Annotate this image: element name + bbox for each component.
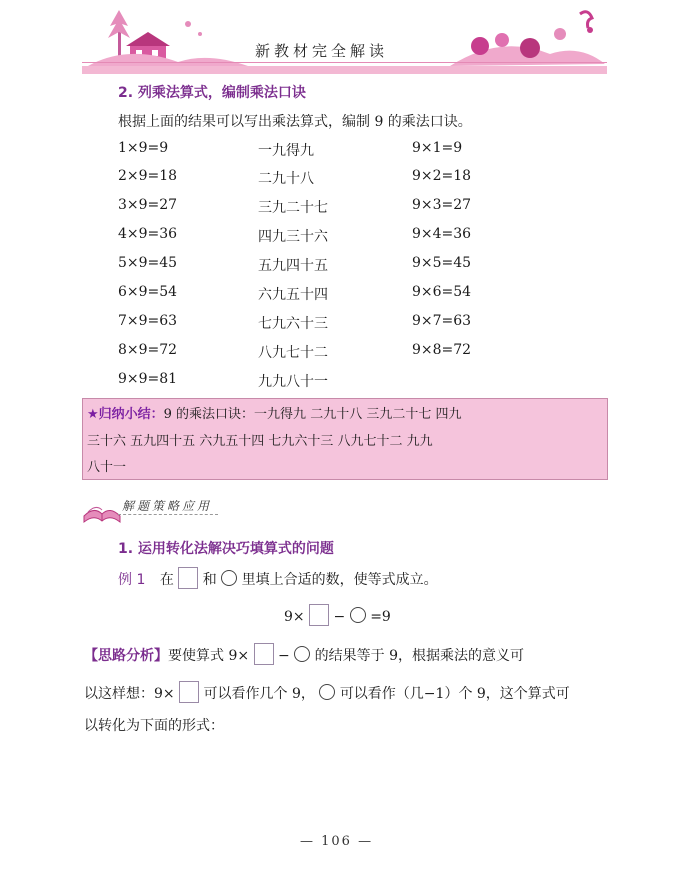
- table-cell: 一九得九: [258, 143, 314, 159]
- house-tree-decoration-icon: [88, 4, 258, 74]
- table-cell: 9×1=9: [412, 140, 463, 156]
- analysis-text: 的结果等于 9，根据乘法的意义可: [314, 648, 524, 664]
- table-cell: 9×8=72: [412, 342, 472, 358]
- analysis-line-2: [84, 681, 570, 703]
- section-intro: 根据上面的结果可以写出乘法算式，编制 9 的乘法口诀。: [118, 114, 472, 130]
- analysis-text: 以这样想：9×: [84, 686, 175, 702]
- table-cell: 6×9=54: [118, 284, 178, 300]
- summary-box: [82, 398, 608, 480]
- table-cell: 7×9=63: [118, 313, 178, 329]
- equation-box[interactable]: [309, 604, 329, 626]
- table-cell: 8×9=72: [118, 342, 178, 358]
- table-cell: 三九二十七: [258, 200, 328, 216]
- analysis-text: 可以看作几个 9，: [203, 686, 315, 702]
- table-cell: 四九三十六: [258, 229, 328, 245]
- summary-line-3: 八十一: [87, 460, 127, 475]
- analysis-label: 【思路分析】: [84, 648, 168, 664]
- answer-box[interactable]: [178, 567, 198, 589]
- equation-part-c: =9: [370, 609, 391, 625]
- header-title: 新教材完全解读: [255, 42, 389, 60]
- summary-label: ★归纳小结：: [87, 407, 164, 422]
- table-cell: 9×9=81: [118, 371, 178, 387]
- table-cell: 八九七十二: [258, 345, 328, 361]
- analysis-line-1: [84, 643, 524, 665]
- equation-circle[interactable]: [350, 607, 366, 623]
- equation-part-a: 9×: [284, 609, 305, 625]
- subsection-title: 1. 运用转化法解决巧填算式的问题: [118, 541, 334, 557]
- table-cell: 2×9=18: [118, 168, 178, 184]
- analysis-line-3: 以转化为下面的形式：: [84, 718, 224, 734]
- analysis-box: [179, 681, 199, 703]
- example-text-post: 里填上合适的数，使等式成立。: [241, 572, 438, 588]
- header-rule: [82, 62, 607, 63]
- summary-line-2: 三十六 五九四十五 六九五十四 七九六十三 八九七十二 九九: [87, 434, 433, 449]
- table-cell: 9×2=18: [412, 168, 472, 184]
- table-cell: 二九十八: [258, 171, 314, 187]
- example-text-pre: 在: [159, 572, 174, 588]
- strategy-underline: [118, 514, 218, 515]
- example-line: [118, 567, 438, 589]
- table-cell: 9×5=45: [412, 255, 472, 271]
- page-number: — 106 —: [300, 834, 374, 849]
- analysis-box: [254, 643, 274, 665]
- table-cell: 9×6=54: [412, 284, 472, 300]
- section-title: 2. 列乘法算式，编制乘法口诀: [118, 85, 306, 101]
- table-cell: 5×9=45: [118, 255, 178, 271]
- analysis-text: −: [278, 648, 290, 664]
- example-equation: [284, 604, 391, 626]
- strategy-heading: 解题策略应用: [122, 499, 213, 513]
- header-band: [82, 66, 607, 74]
- table-cell: 4×9=36: [118, 226, 178, 242]
- table-cell: 9×7=63: [412, 313, 472, 329]
- summary-text: 9 的乘法口诀：一九得九 二九十八 三九二十七 四九: [163, 407, 462, 422]
- page-header: [0, 0, 689, 80]
- table-cell: 3×9=27: [118, 197, 178, 213]
- flower-decoration-icon: [440, 4, 610, 74]
- table-cell: 七九六十三: [258, 316, 328, 332]
- analysis-text: 要使算式 9×: [168, 648, 250, 664]
- table-cell: 1×9=9: [118, 140, 169, 156]
- example-text-mid: 和: [202, 572, 217, 588]
- equation-part-b: −: [333, 609, 346, 625]
- table-cell: 五九四十五: [258, 258, 328, 274]
- table-cell: 9×3=27: [412, 197, 472, 213]
- table-cell: 六九五十四: [258, 287, 328, 303]
- table-cell: 9×4=36: [412, 226, 472, 242]
- analysis-circle: [319, 684, 335, 700]
- answer-circle[interactable]: [221, 570, 237, 586]
- summary-line-1: [87, 403, 461, 422]
- example-label: 例 1: [118, 572, 146, 588]
- analysis-text: 可以看作（几−1）个 9，这个算式可: [339, 686, 570, 702]
- open-book-icon: [82, 494, 122, 528]
- table-cell: 九九八十一: [258, 374, 328, 390]
- analysis-circle: [294, 646, 310, 662]
